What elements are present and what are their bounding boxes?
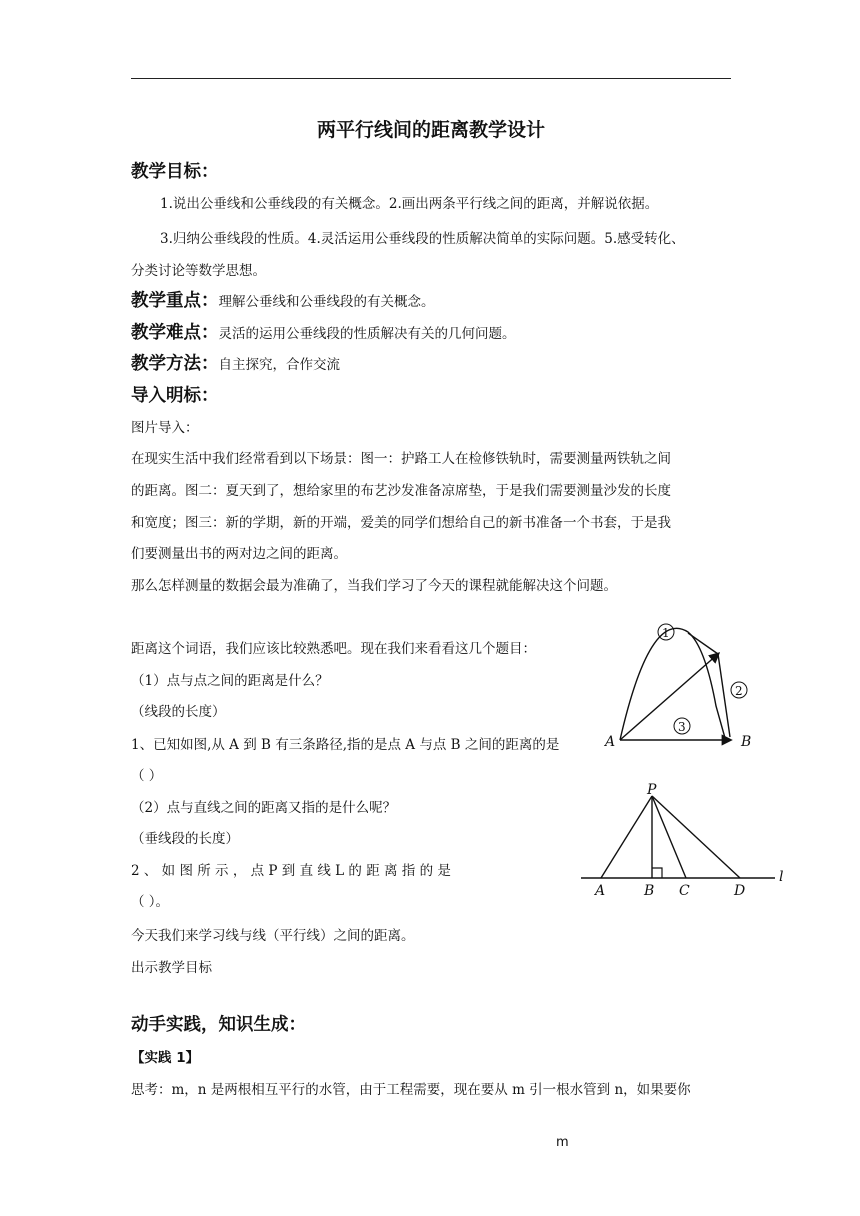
exercise-2-blank: （ ）。 bbox=[131, 894, 170, 910]
key-point-heading: 教学重点： bbox=[131, 291, 219, 311]
path-1-curve bbox=[620, 628, 725, 740]
intro-p3: 那么怎样测量的数据会最为准确了，当我们学习了今天的课程就能解决这个问题。 bbox=[131, 578, 617, 594]
objectives-line-2: 3.归纳公垂线段的性质。4.灵活运用公垂线段的性质解决简单的实际问题。5.感受转化、 bbox=[160, 231, 685, 247]
practice-heading: 动手实践，知识生成： bbox=[131, 1015, 306, 1035]
difficulty-heading: 教学难点： bbox=[131, 323, 219, 343]
question-2: （2）点与直线之间的距离又指的是什么呢？ bbox=[131, 800, 397, 816]
answer-1: （线段的长度） bbox=[131, 704, 226, 720]
practice-sub: 【实践 1】 bbox=[131, 1050, 200, 1066]
label-D: D bbox=[734, 883, 746, 899]
label-C: C bbox=[679, 883, 690, 899]
exercise-1: 1、已知如图,从 A 到 B 有三条路径,指的是点 A 与点 B 之间的距离的是 bbox=[131, 737, 560, 753]
intro-p5: 今天我们来学习线与线（平行线）之间的距离。 bbox=[131, 928, 415, 944]
intro-p2-line-1: 在现实生活中我们经常看到以下场景：图一：护路工人在检修铁轨时，需要测量两铁轨之间 bbox=[131, 451, 671, 467]
path-2-diagonal-up bbox=[620, 654, 718, 740]
label-B: B bbox=[644, 883, 655, 899]
label-A: A bbox=[595, 883, 606, 899]
difficulty-text: 灵活的运用公垂线段的性质解决有关的几何问题。 bbox=[218, 326, 516, 342]
exercise-1-blank: （ ） bbox=[131, 768, 163, 784]
method-heading: 教学方法： bbox=[131, 354, 219, 374]
method-text: 自主探究，合作交流 bbox=[218, 357, 340, 373]
key-point-text: 理解公垂线和公垂线段的有关概念。 bbox=[218, 294, 435, 310]
intro-p1: 图片导入： bbox=[131, 420, 199, 436]
objectives-line-3: 分类讨论等数学思想。 bbox=[131, 263, 266, 279]
label-B: B bbox=[741, 734, 752, 750]
label-A: A bbox=[605, 734, 616, 750]
figure-paths-a-to-b bbox=[600, 618, 765, 753]
intro-heading: 导入明标： bbox=[131, 386, 219, 406]
intro-p2-line-3: 和宽度；图三：新的学期，新的开端，爱美的同学们想给自己的新书准备一个书套，于是我 bbox=[131, 515, 671, 531]
path-2-top bbox=[688, 633, 718, 654]
label-2: 2 bbox=[735, 684, 743, 698]
document-title: 两平行线间的距离教学设计 bbox=[316, 119, 545, 141]
difficulty bbox=[131, 319, 516, 344]
intro-p2-line-2: 的距离。图二：夏天到了，想给家里的布艺沙发准备凉席垫，于是我们需要测量沙发的长度 bbox=[131, 483, 671, 499]
label-l: l bbox=[779, 869, 784, 885]
label-1: 1 bbox=[662, 626, 670, 640]
answer-2: （垂线段的长度） bbox=[131, 831, 239, 847]
segment-PD bbox=[652, 796, 740, 878]
page-number: m bbox=[556, 1135, 569, 1150]
method bbox=[131, 350, 340, 375]
exercise-2: 2 、 如 图 所 示 ， 点 P 到 直 线 L 的 距 离 指 的 是 bbox=[131, 863, 451, 879]
label-3: 3 bbox=[678, 720, 686, 734]
question-1: （1）点与点之间的距离是什么？ bbox=[131, 673, 329, 689]
figure-point-to-line bbox=[578, 782, 793, 900]
objectives-heading: 教学目标： bbox=[131, 162, 219, 182]
objectives-line-1: 1.说出公垂线和公垂线段的有关概念。2.画出两条平行线之间的距离，并解说依据。 bbox=[160, 196, 659, 212]
segment-PC bbox=[652, 796, 686, 878]
label-P: P bbox=[647, 782, 657, 798]
intro-p4: 距离这个词语，我们应该比较熟悉吧。现在我们来看看这几个题目： bbox=[131, 641, 536, 657]
segment-PA bbox=[601, 796, 652, 878]
header-rule bbox=[131, 78, 731, 79]
practice-text: 思考：m，n 是两根相互平行的水管，由于工程需要，现在要从 m 引一根水管到 n，如果要你 bbox=[131, 1082, 691, 1098]
intro-p6: 出示教学目标 bbox=[131, 960, 212, 976]
path-2-side bbox=[718, 654, 730, 737]
right-angle-mark bbox=[652, 868, 662, 878]
key-point bbox=[131, 287, 435, 312]
intro-p2-line-4: 们要测量出书的两对边之间的距离。 bbox=[131, 546, 347, 562]
